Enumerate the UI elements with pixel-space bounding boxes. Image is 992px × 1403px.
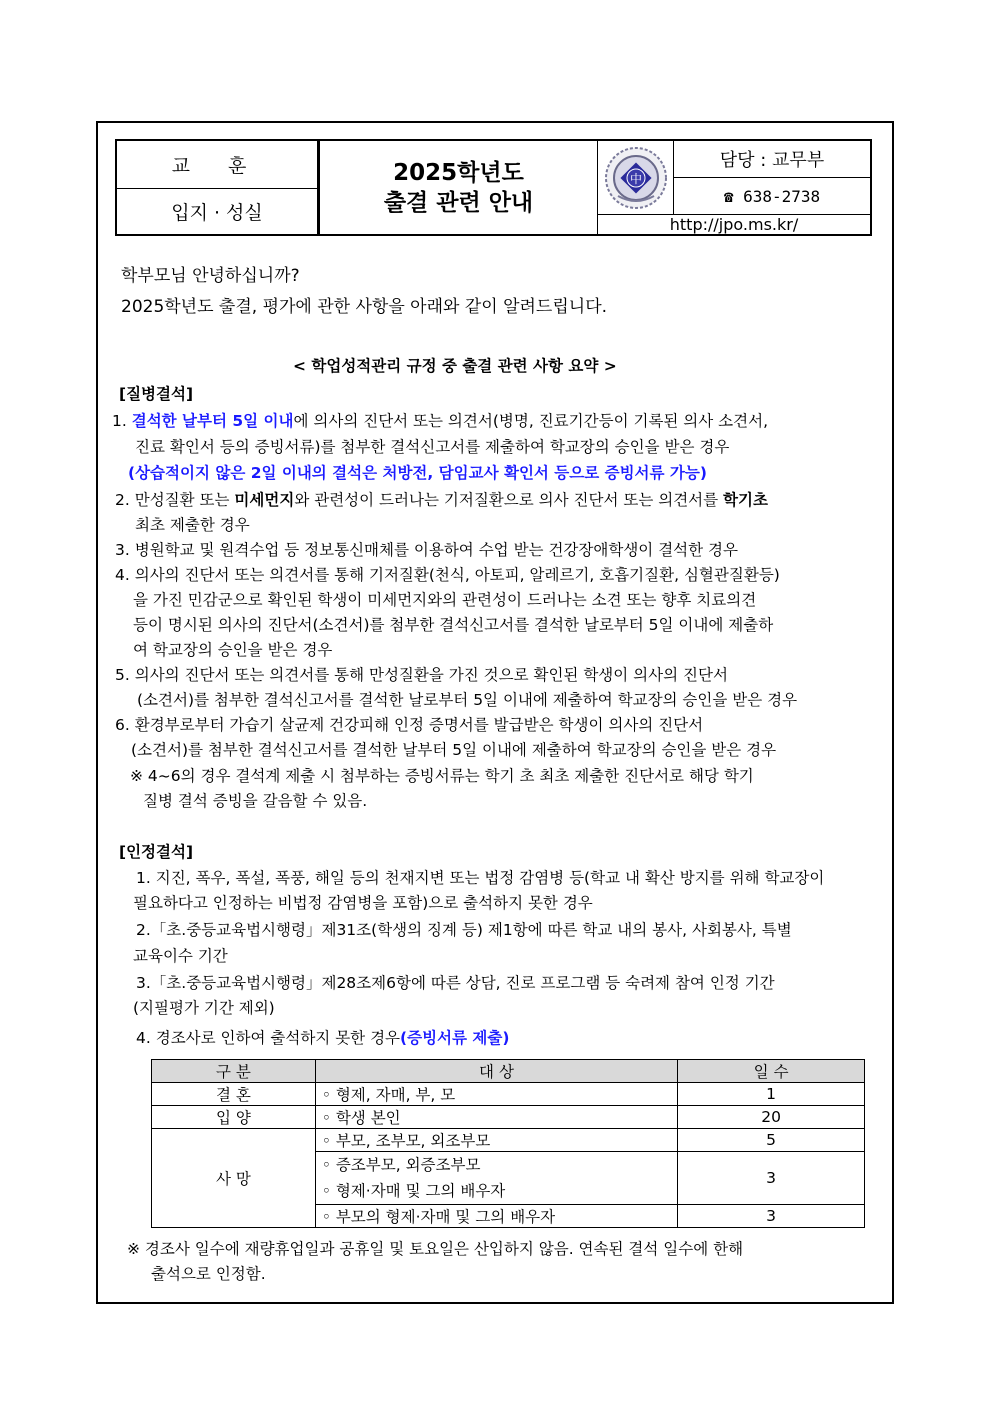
cell-category-death: 사 망 [152, 1129, 316, 1228]
greeting-line2: 2025학년도 출결, 평가에 관한 사항을 아래와 같이 알려드립니다. [121, 297, 608, 317]
cell-days: 20 [678, 1106, 865, 1129]
sick-item-4-line1: 4. 의사의 진단서 또는 의견서를 통해 기저질환(천식, 아토피, 알레르기, 호흡기질환, 심혈관질환등) [115, 566, 780, 584]
sick-item-4-line2: 을 가진 민감군으로 확인된 학생이 미세먼지와의 관련성이 드러나는 소견 또는 향후 치료의견 [133, 591, 757, 609]
cell-days: 1 [678, 1083, 865, 1106]
cell-target: ◦ 부모, 조부모, 외조부모 [315, 1129, 677, 1152]
sick-item-4-line4: 여 학교장의 승인을 받은 경우 [133, 641, 333, 659]
approved-item-2-line2: 교육이수 기간 [133, 947, 228, 965]
approved-item-2-line1: 2.「초.중등교육법시행령」제31조(학생의 징계 등) 제1항에 따른 학교 내의 봉사, 사회봉사, 특별 [136, 921, 792, 939]
header-box [115, 139, 872, 236]
cell-target: ◦ 형제, 자매, 부, 모 [315, 1083, 677, 1106]
sick-item-2: 2. 만성질환 또는 미세먼지와 관련성이 드러나는 기저질환으로 의사 진단서 또는 의견서를 학기초 [115, 491, 768, 509]
approved-item-3-line1: 3.「초.중등교육법시행령」제28조제6항에 따른 상담, 진로 프로그램 등 숙려제 참여 인정 기간 [136, 974, 775, 992]
col-header-days: 일 수 [678, 1060, 865, 1083]
sick-item-5-line2: (소견서)를 첨부한 결석신고서를 결석한 날로부터 5일 이내에 제출하여 학교장의 승인을 받은 경우 [137, 691, 798, 709]
school-emblem-icon [604, 146, 668, 210]
approved-item-4: 4. 경조사로 인하여 출석하지 못한 경우(증빙서류 제출) [136, 1029, 510, 1047]
sick-item-5-line1: 5. 의사의 진단서 또는 의견서를 통해 만성질환을 가진 것으로 확인된 학생이 의사의 진단서 [115, 666, 728, 684]
approved-heading: [인정결석] [119, 843, 194, 861]
cell-target: ◦ 증조부모, 외증조부모 ◦ 형제·자매 및 그의 배우자 [315, 1152, 677, 1205]
cell-target: ◦ 학생 본인 [315, 1106, 677, 1129]
col-header-category: 구 분 [152, 1060, 316, 1083]
school-url[interactable]: http://jpo.ms.kr/ [598, 214, 870, 234]
sick-item-2-line2: 최초 제출한 경우 [135, 516, 250, 534]
footer-note-line1: ※ 경조사 일수에 재량휴업일과 공휴일 및 토요일은 산입하지 않음. 연속된 결석 일수에 한해 [127, 1240, 744, 1258]
title-line1: 2025학년도 [393, 159, 524, 186]
table-header-row [152, 1060, 865, 1083]
dept-info: 담당 : 교무부 [673, 141, 870, 178]
cell-days: 3 [678, 1152, 865, 1205]
sick-item-1-line2: 진료 확인서 등의 증빙서류)를 첨부한 결석신고서를 제출하여 학교장의 승인을 받은 경우 [135, 438, 730, 456]
sick-item-6-line1: 6. 환경부로부터 가습기 살균제 건강피해 인정 증명서를 발급받은 학생이 의사의 진단서 [115, 716, 704, 734]
sick-item-6-line2: (소견서)를 첨부한 결석신고서를 결석한 날부터 5일 이내에 제출하여 학교장의 승인을 받은 경우 [131, 741, 777, 759]
approved-item-1-line1: 1. 지진, 폭우, 폭설, 폭풍, 해일 등의 천재지변 또는 법정 감염병 등(학교 내 확산 방지를 위해 학교장이 [136, 869, 825, 887]
phone-number: ☎ 638-2738 [673, 178, 870, 214]
sick-item-3: 3. 병원학교 및 원격수업 등 정보통신매체를 이용하여 수업 받는 건강장애학생이 결석한 경우 [115, 541, 738, 559]
sick-heading: [질병결석] [119, 385, 194, 403]
cell-category: 입 양 [152, 1106, 316, 1129]
col-header-target: 대 상 [315, 1060, 677, 1083]
title-line2: 출결 관련 안내 [383, 189, 534, 216]
table-row [152, 1129, 865, 1152]
footer-note-line2: 출석으로 인정함. [151, 1265, 266, 1283]
sick-item-1: 1. 결석한 날부터 5일 이내에 의사의 진단서 또는 의견서(병명, 진료기간등이 기록된 의사 소견서, [112, 412, 769, 430]
sick-note-line2: 질병 결석 증빙을 갈음할 수 있음. [143, 792, 368, 810]
school-logo [598, 141, 673, 214]
sick-note-line1: ※ 4~6의 경우 결석계 제출 시 첨부하는 증빙서류는 학기 초 최초 제출한 진단서로 해당 학기 [130, 767, 754, 785]
cell-category: 결 혼 [152, 1083, 316, 1106]
table-row [152, 1083, 865, 1106]
logo-text: 中 [629, 171, 642, 186]
sick-item-1-note: (상습적이지 않은 2일 이내의 결석은 처방전, 담임교사 확인서 등으로 증빙서류 가능) [128, 464, 707, 482]
cell-days: 5 [678, 1129, 865, 1152]
page-title [318, 141, 598, 234]
sick-item-4-line3: 등이 명시된 의사의 진단서(소견서)를 첨부한 결석신고서를 결석한 날로부터 5일 이내에 제출하 [133, 616, 774, 634]
event-leave-table [151, 1059, 865, 1228]
table-row [152, 1106, 865, 1129]
motto-label: 교 훈 [117, 141, 318, 189]
sick-item-1-deadline: 결석한 날부터 5일 이내 [131, 412, 294, 430]
greeting-line1: 학부모님 안녕하십니까? [121, 266, 300, 286]
approved-item-1-line2: 필요하다고 인정하는 비법정 감염병을 포함)으로 출석하지 못한 경우 [133, 894, 593, 912]
section-title: < 학업성적관리 규정 중 출결 관련 사항 요약 > [293, 357, 617, 375]
cell-target: ◦ 부모의 형제·자매 및 그의 배우자 [315, 1205, 677, 1228]
motto-value: 입지 · 성실 [117, 189, 318, 234]
approved-item-3-line2: (지필평가 기간 제외) [133, 999, 275, 1017]
cell-days: 3 [678, 1205, 865, 1228]
